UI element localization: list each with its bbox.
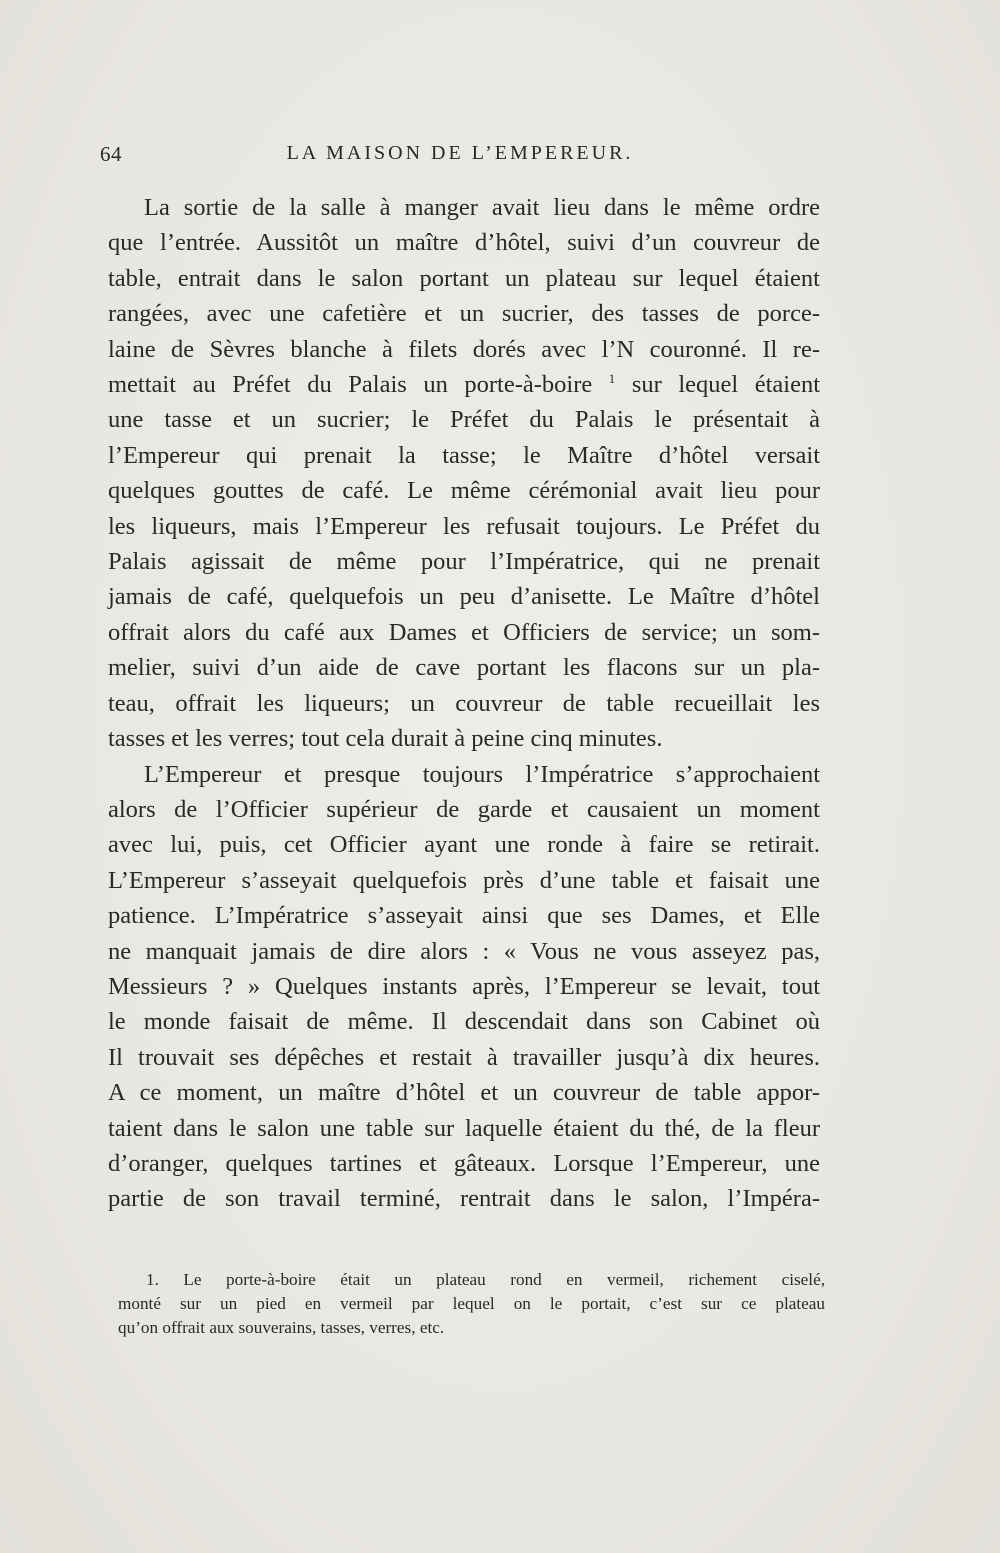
text-line: alors de l’Officier supérieur de garde et causaient un moment bbox=[108, 795, 820, 823]
text-line: que l’entrée. Aussitôt un maître d’hôtel, suivi d’un couvreur de bbox=[108, 229, 820, 257]
running-title: LA MAISON DE L’EMPEREUR. bbox=[286, 142, 634, 164]
text-fragment: sur lequel étaient bbox=[631, 371, 821, 399]
text-line: A ce moment, un maître d’hôtel et un couvreur de table appor- bbox=[108, 1079, 820, 1107]
text-line: laine de Sèvres blanche à filets dorés avec l’N couronné. Il re- bbox=[108, 335, 820, 363]
text-line: melier, suivi d’un aide de cave portant les flacons sur un pla- bbox=[108, 654, 820, 682]
text-line: le monde faisait de même. Il descendait dans son Cabinet où bbox=[108, 1008, 820, 1036]
footnote-line: 1. Le porte-à-boire était un plateau rond en vermeil, richement ciselé, bbox=[146, 1270, 825, 1289]
text-line: Palais agissait de même pour l’Impératrice, qui ne prenait bbox=[108, 548, 820, 576]
text-line: d’oranger, quelques tartines et gâteaux. Lorsque l’Empereur, une bbox=[108, 1149, 820, 1177]
text-line: tasses et les verres; tout cela durait à peine cinq minutes. bbox=[108, 725, 663, 753]
text-line: table, entrait dans le salon portant un plateau sur lequel étaient bbox=[108, 264, 820, 292]
footnote-line: qu’on offrait aux souverains, tasses, verres, etc. bbox=[118, 1318, 445, 1337]
text-line: Messieurs ? » Quelques instants après, l’Empereur se levait, tout bbox=[108, 972, 820, 1000]
text-line: L’Empereur et presque toujours l’Impératrice s’approchaient bbox=[144, 760, 820, 788]
text-line: Il trouvait ses dépêches et restait à travailler jusqu’à dix heures. bbox=[108, 1043, 820, 1071]
body-text bbox=[108, 190, 820, 1217]
footnote-reference: 1 bbox=[608, 371, 616, 387]
text-line: les liqueurs, mais l’Empereur les refusait toujours. Le Préfet du bbox=[108, 512, 820, 540]
text-line: avec lui, puis, cet Officier ayant une ronde à faire se retirait. bbox=[108, 831, 820, 859]
text-line: offrait alors du café aux Dames et Officiers de service; un som- bbox=[108, 618, 820, 646]
text-line: l’Empereur qui prenait la tasse; le Maître d’hôtel versait bbox=[108, 441, 820, 469]
text-line: jamais de café, quelquefois un peu d’anisette. Le Maître d’hôtel bbox=[108, 583, 820, 611]
page-number: 64 bbox=[100, 142, 122, 166]
text-line: patience. L’Impératrice s’asseyait ainsi que ses Dames, et Elle bbox=[108, 902, 820, 930]
text-line: une tasse et un sucrier; le Préfet du Palais le présentait à bbox=[108, 406, 820, 434]
text-line: ne manquait jamais de dire alors : « Vous ne vous asseyez pas, bbox=[108, 937, 820, 965]
text-line: taient dans le salon une table sur laquelle étaient du thé, de la fleur bbox=[108, 1114, 820, 1142]
text-line: rangées, avec une cafetière et un sucrier, des tasses de porce- bbox=[108, 300, 820, 328]
footnote bbox=[118, 1268, 825, 1340]
text-line-with-footnote bbox=[108, 367, 820, 402]
text-line: La sortie de la salle à manger avait lieu dans le même ordre bbox=[144, 194, 820, 221]
text-fragment: mettait au Préfet du Palais un porte-à-boire bbox=[108, 371, 593, 399]
text-line: partie de son travail terminé, rentrait dans le salon, l’Impéra- bbox=[108, 1185, 820, 1213]
footnote-line: monté sur un pied en vermeil par lequel on le portait, c’est sur ce plateau bbox=[118, 1294, 825, 1313]
running-head bbox=[100, 142, 820, 172]
text-line: teau, offrait les liqueurs; un couvreur de table recueillait les bbox=[108, 689, 820, 717]
text-line: quelques gouttes de café. Le même cérémonial avait lieu pour bbox=[108, 477, 820, 505]
text-line: L’Empereur s’asseyait quelquefois près d’une table et faisait une bbox=[108, 866, 820, 894]
